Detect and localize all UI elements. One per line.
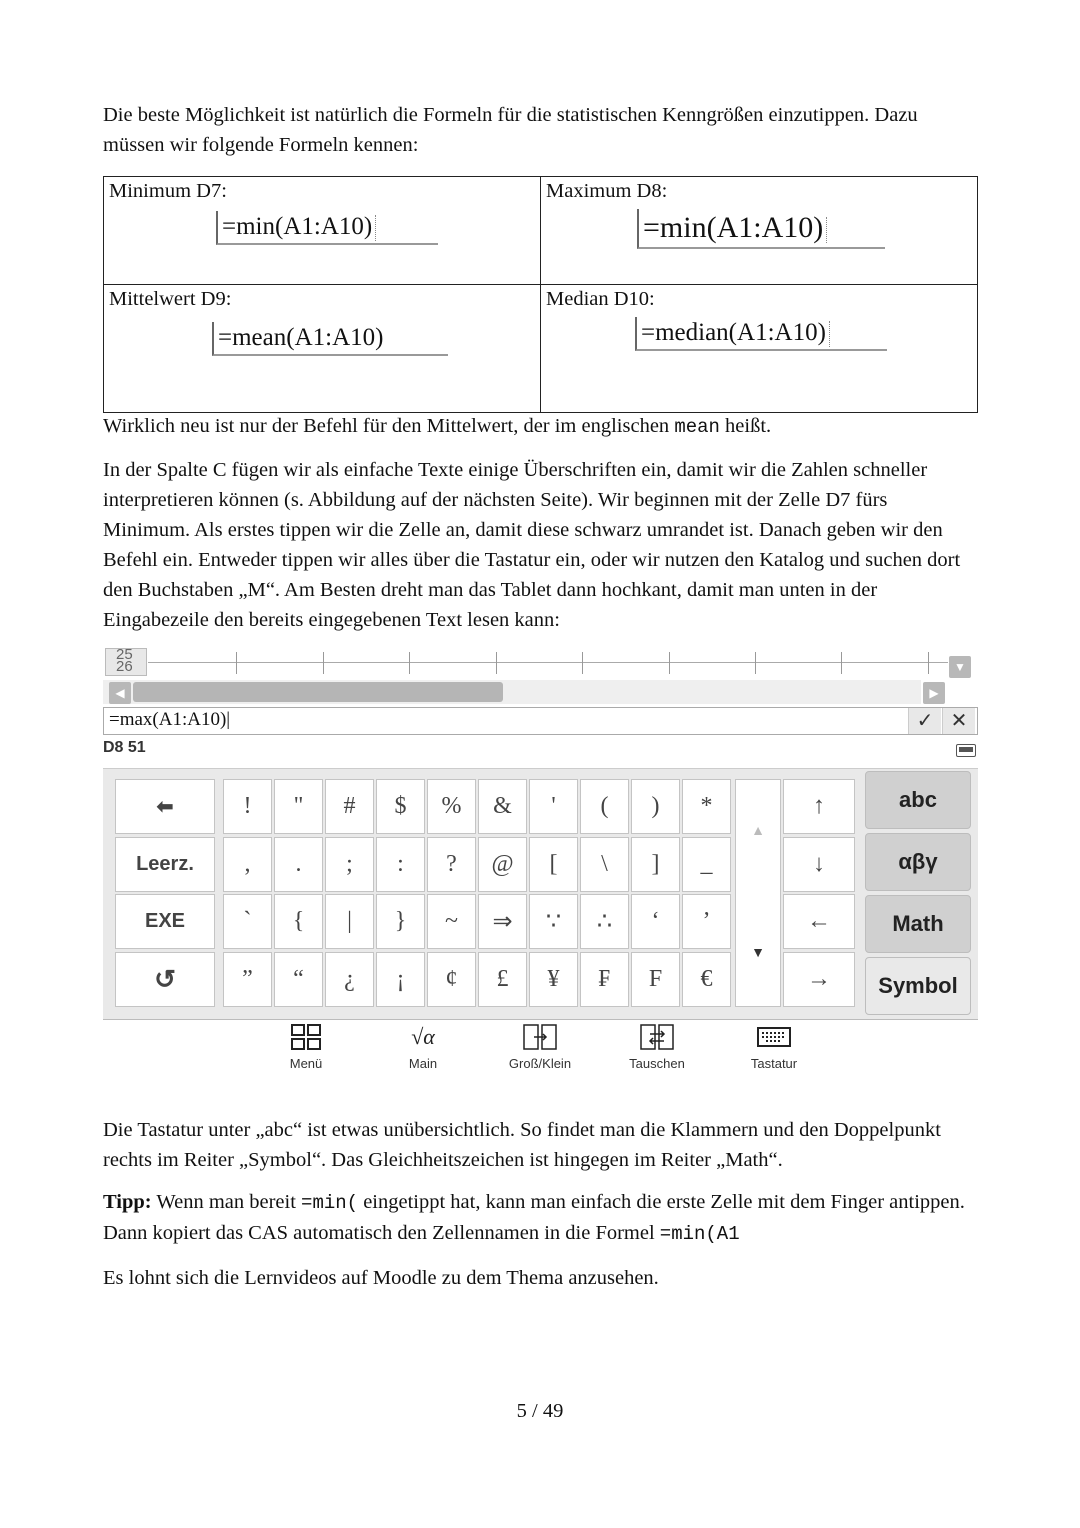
tab-greek[interactable]: αβγ: [865, 833, 971, 891]
arrow-up-key[interactable]: ↑: [783, 779, 855, 834]
tip-text: Wenn man bereit: [151, 1191, 302, 1213]
symbol-key[interactable]: ?: [427, 837, 476, 892]
symbol-key[interactable]: ;: [325, 837, 374, 892]
keyboard-icon: [734, 1024, 814, 1050]
scroll-down-icon[interactable]: ▼: [751, 946, 765, 961]
nav-label: Groß/Klein: [508, 1056, 572, 1071]
nav-label: Main: [408, 1056, 438, 1071]
cancel-icon[interactable]: ✕: [942, 708, 975, 734]
symbol-key[interactable]: €: [682, 952, 731, 1007]
symbol-key[interactable]: ¢: [427, 952, 476, 1007]
formula-text: =min(A1:A10): [643, 211, 824, 244]
symbol-key[interactable]: £: [478, 952, 527, 1007]
row-number: 25: [116, 648, 133, 663]
cell-status: D8 51: [103, 739, 146, 756]
formula-table: [103, 176, 978, 413]
horizontal-scrollbar[interactable]: [133, 682, 503, 702]
formula-label: Median D10:: [546, 288, 655, 310]
symbol-key[interactable]: ‘: [631, 894, 680, 949]
symbol-key[interactable]: ]: [631, 837, 680, 892]
arrow-right-key[interactable]: →: [783, 952, 855, 1007]
symbol-key[interactable]: %: [427, 779, 476, 834]
arrow-down-key[interactable]: ↓: [783, 837, 855, 892]
scroll-right-icon[interactable]: ▶: [923, 682, 945, 704]
symbol-key[interactable]: |: [325, 894, 374, 949]
page-number: 5 / 49: [516, 1400, 564, 1422]
symbol-key[interactable]: $: [376, 779, 425, 834]
scroll-down-icon[interactable]: ▼: [949, 656, 971, 678]
case-swap-icon: [500, 1024, 580, 1050]
tip-text: eingetippt hat, kann man einfach die erste Zelle mit dem Finger antippen. Dann kopiert das CAS automatisch den Zellennamen in die Formel: [103, 1191, 965, 1244]
symbol-key[interactable]: ': [529, 779, 578, 834]
formula-text: =min(A1:A10): [222, 213, 373, 240]
formula-label: Mittelwert D9:: [109, 288, 232, 310]
tip-paragraph: [103, 1187, 978, 1249]
mean-note: [103, 411, 978, 442]
symbol-key[interactable]: ¡: [376, 952, 425, 1007]
row-number: 26: [116, 658, 133, 675]
symbol-key[interactable]: _: [682, 837, 731, 892]
formula-text: =mean(A1:A10): [218, 324, 384, 351]
symbol-key[interactable]: :: [376, 837, 425, 892]
symbol-key[interactable]: ⇒: [478, 894, 527, 949]
nav-menu[interactable]: [266, 1024, 346, 1071]
symbol-key[interactable]: .: [274, 837, 323, 892]
space-key[interactable]: Leerz.: [115, 837, 215, 892]
nav-main[interactable]: [383, 1024, 463, 1071]
symbol-key[interactable]: ": [274, 779, 323, 834]
keyboard-scroll-column[interactable]: [735, 779, 781, 1007]
formula-cell-median: [541, 285, 977, 412]
symbol-key[interactable]: ∵: [529, 894, 578, 949]
nav-swap[interactable]: [617, 1024, 697, 1071]
formula-cell-mean: [104, 285, 540, 412]
virtual-keyboard: [103, 768, 978, 1020]
nav-keyboard[interactable]: [734, 1024, 814, 1071]
mean-code: mean: [674, 416, 720, 438]
nav-case[interactable]: [500, 1024, 580, 1071]
mean-note-text: heißt.: [719, 415, 772, 437]
scroll-up-icon[interactable]: ▲: [751, 824, 765, 839]
backspace-key[interactable]: ⬅: [115, 779, 215, 834]
symbol-key[interactable]: [: [529, 837, 578, 892]
confirm-icon[interactable]: ✓: [908, 708, 941, 734]
symbol-key[interactable]: &: [478, 779, 527, 834]
formula-box: [637, 209, 885, 249]
spreadsheet-ruler: [103, 648, 978, 678]
swap-icon: [617, 1024, 697, 1050]
symbol-key[interactable]: ₣: [580, 952, 629, 1007]
symbol-key[interactable]: ”: [223, 952, 272, 1007]
scroll-left-icon[interactable]: ◀: [109, 682, 131, 704]
tip-code: =min(A1: [659, 1223, 740, 1245]
paragraph-keyboard-tip: Die Tastatur unter „abc“ ist etwas unübersichtlich. So findet man die Klammern und den Doppelpunkt rechts im Reiter „Symbol“. Das Gleichheitszeichen ist hingegen im Reiter „Math“.: [103, 1119, 941, 1171]
battery-icon: [956, 744, 976, 757]
tab-abc[interactable]: abc: [865, 771, 971, 829]
symbol-key[interactable]: *: [682, 779, 731, 834]
exe-key[interactable]: EXE: [115, 894, 215, 949]
symbol-key[interactable]: @: [478, 837, 527, 892]
row-numbers: [105, 648, 147, 676]
paragraph-moodle: Es lohnt sich die Lernvideos auf Moodle zu dem Thema anzusehen.: [103, 1267, 659, 1289]
sqrt-alpha-icon: √α: [411, 1024, 435, 1049]
symbol-key[interactable]: ): [631, 779, 680, 834]
symbol-key[interactable]: ,: [223, 837, 272, 892]
nav-label: Tastatur: [750, 1056, 798, 1071]
entry-line[interactable]: [103, 707, 978, 735]
paragraph-instructions: In der Spalte C fügen wir als einfache Texte einige Überschriften ein, damit wir die Zahlen schneller interpretieren können (s. Abbildung auf der nächsten Seite). Wir beginnen mit der Zelle D7 fürs Minimum. Als erstes tippen wir die Zelle an, damit diese schwarz umrandet ist. Danach geben wir den Befehl ein. Entweder tippen wir alles über die Tastatur ein, oder wir nutzen den Katalog und suchen dort den Buchstaben „M“. Am Besten dreht man das Tablet dann hochkant, damit man unten in der Eingabezeile den bereits eingegebenen Text lesen kann:: [103, 459, 961, 631]
tip-code: =min(: [301, 1192, 359, 1214]
nav-label: Tauschen: [629, 1056, 685, 1071]
entry-line-text: =max(A1:A10)|: [109, 709, 231, 730]
grid-icon: [266, 1024, 346, 1050]
formula-label: Maximum D8:: [546, 180, 668, 202]
intro-paragraph: Die beste Möglichkeit ist natürlich die Formeln für die statistischen Kenngrößen einzutippen. Dazu müssen wir folgende Formeln kennen:: [103, 104, 918, 156]
formula-box: [212, 322, 448, 356]
symbol-key[interactable]: !: [223, 779, 272, 834]
calculator-screenshot: [103, 648, 978, 1078]
formula-box: [216, 211, 438, 245]
formula-cell-minimum: [104, 177, 540, 284]
mean-note-text: Wirklich neu ist nur der Befehl für den Mittelwert, der im englischen: [103, 415, 675, 437]
symbol-key[interactable]: ~: [427, 894, 476, 949]
symbol-key[interactable]: “: [274, 952, 323, 1007]
tip-label: Tipp:: [103, 1191, 152, 1213]
symbol-key[interactable]: ’: [682, 894, 731, 949]
formula-cell-maximum: [541, 177, 977, 284]
tab-math[interactable]: Math: [865, 895, 971, 953]
nav-label: Menü: [289, 1056, 323, 1071]
symbol-key[interactable]: F: [631, 952, 680, 1007]
undo-key[interactable]: ↺: [115, 952, 215, 1007]
symbol-key[interactable]: }: [376, 894, 425, 949]
symbol-key[interactable]: ¥: [529, 952, 578, 1007]
arrow-left-key[interactable]: ←: [783, 894, 855, 949]
symbol-key[interactable]: (: [580, 779, 629, 834]
symbol-key[interactable]: ∴: [580, 894, 629, 949]
symbol-key[interactable]: \: [580, 837, 629, 892]
tab-symbol[interactable]: Symbol: [865, 957, 971, 1015]
symbol-key[interactable]: {: [274, 894, 323, 949]
symbol-key[interactable]: `: [223, 894, 272, 949]
formula-label: Minimum D7:: [109, 180, 227, 202]
formula-box: [635, 317, 887, 351]
formula-text: =median(A1:A10): [641, 319, 826, 346]
symbol-key[interactable]: #: [325, 779, 374, 834]
symbol-key[interactable]: ¿: [325, 952, 374, 1007]
